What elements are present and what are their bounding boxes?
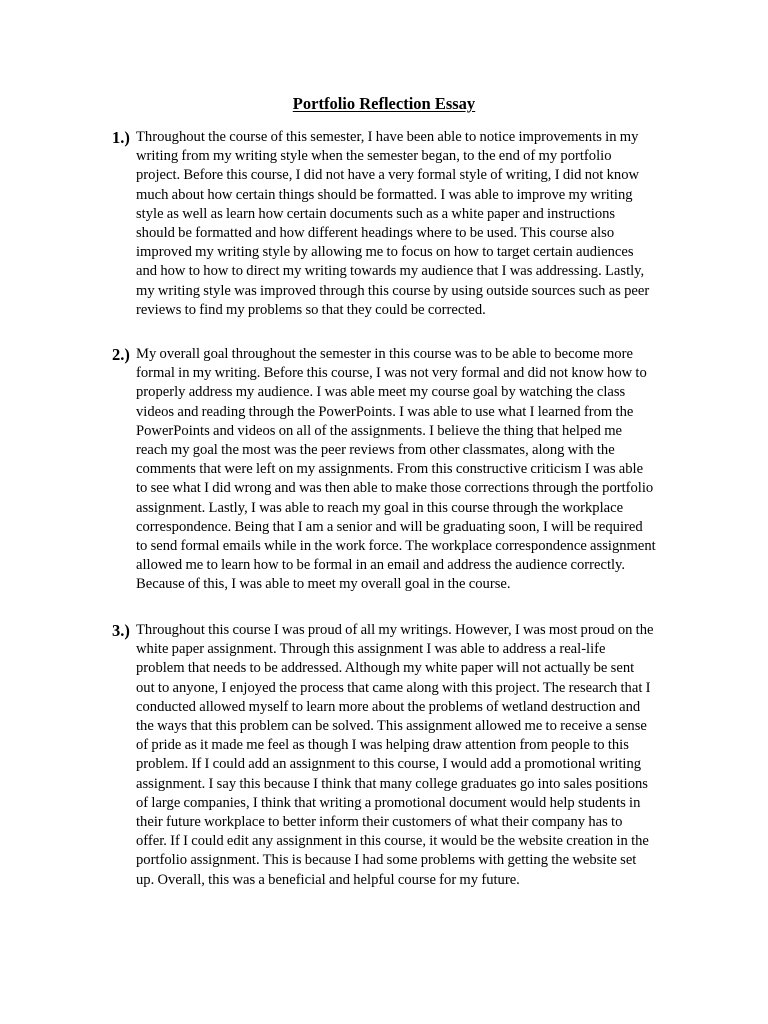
paragraph-line: to see what I did wrong and was then able to make those corrections through the portfolio: [136, 480, 654, 497]
paragraph-line: formal in my writing. Before this course, I was not very formal and did not know how to: [136, 365, 647, 382]
paragraph-line: Because of this, I was able to meet my overall goal in the course.: [136, 576, 511, 593]
paragraph-line: portfolio assignment. This is because I had some problems with getting the website set: [136, 852, 637, 869]
paragraph-line: comments that were left on my assignments. From this constructive criticism I was able: [136, 461, 644, 478]
item-paragraph: [112, 345, 680, 595]
paragraph-line: their future workplace to better inform their customers of what their company has to: [136, 814, 623, 831]
paragraph-line: assignment. I say this because I think that many college graduates go into sales positions: [136, 775, 648, 792]
paragraph-line: improved my writing style by allowing me to focus on how to target certain audiences: [136, 244, 634, 261]
paragraph-line: videos and reading through the PowerPoints. I was able to use what I learned from the: [136, 403, 634, 420]
paragraph-line: My overall goal throughout the semester in this course was to be able to become more: [136, 346, 633, 362]
paragraph-line: of pride as it made me feel as though I was helping draw attention from people to this: [136, 737, 629, 754]
paragraph-line: problem. If I could add an assignment to this course, I would add a promotional writing: [136, 756, 642, 773]
document-title: Portfolio Reflection Essay: [292, 94, 476, 113]
paragraph-line: white paper assignment. Through this assignment I was able to address a real-life: [136, 641, 606, 658]
essay-item-1: [112, 128, 680, 320]
essay-item-2: [112, 345, 680, 595]
paragraph-line: should be formatted and how different headings where to be used. This course also: [136, 225, 615, 242]
paragraph-line: much about how certain things should be formatted. I was able to improve my writing: [136, 186, 633, 203]
paragraph-line: my writing style was improved through this course by using outside sources such as peer: [136, 282, 650, 299]
paragraph-line: problem that needs to be addressed. Although my white paper will not actually be sent: [136, 660, 635, 677]
paragraph-line: out to anyone, I enjoyed the process that came along with this project. The research that I: [136, 679, 651, 696]
paragraph-line: assignment. Lastly, I was able to reach my goal in this course through the workplace: [136, 499, 624, 516]
paragraph-line: properly address my audience. I was able meet my course goal by watching the class: [136, 384, 626, 401]
paragraph-line: and how to how to direct my writing towards my audience that I was addressing. Lastly,: [136, 263, 645, 280]
paragraph-line: conducted allowed myself to learn more about the problems of wetland destruction and: [136, 698, 641, 715]
paragraph-line: the ways that this problem can be solved. This assignment allowed me to receive a sense: [136, 718, 647, 735]
item-number: 2.): [112, 345, 130, 364]
item-paragraph: [112, 128, 680, 320]
paragraph-line: offer. If I could edit any assignment in this course, it would be the website creation in the: [136, 833, 649, 850]
paragraph-line: reach my goal the most was the peer reviews from other classmates, along with the: [136, 442, 615, 459]
paragraph-line: correspondence. Being that I am a senior and will be graduating soon, I will be required: [136, 518, 643, 535]
paragraph-line: Throughout the course of this semester, I have been able to notice improvements in my: [136, 129, 639, 145]
item-number: 3.): [112, 621, 130, 640]
paragraph-line: up. Overall, this was a beneficial and helpful course for my future.: [136, 871, 520, 888]
paragraph-line: to send formal emails while in the work force. The workplace correspondence assignment: [136, 538, 656, 555]
paragraph-line: reviews to find my problems so that they could be corrected.: [136, 301, 486, 318]
paragraph-line: of large companies, I think that writing a promotional document would help students in: [136, 794, 641, 811]
item-paragraph: [112, 621, 680, 890]
paragraph-line: writing from my writing style when the semester began, to the end of my portfolio: [136, 148, 612, 165]
item-number: 1.): [112, 128, 130, 147]
paragraph-line: PowerPoints and videos on all of the assignments. I believe the thing that helped me: [136, 422, 623, 439]
paragraph-line: Throughout this course I was proud of all my writings. However, I was most proud on the: [136, 622, 654, 638]
paragraph-line: project. Before this course, I did not have a very formal style of writing, I did not know: [136, 167, 640, 184]
essay-item-3: [112, 621, 680, 890]
paragraph-line: style as well as learn how certain documents such as a white paper and instructions: [136, 205, 616, 222]
paragraph-line: allowed me to learn how to be formal in an email and address the audience correctly.: [136, 557, 626, 574]
